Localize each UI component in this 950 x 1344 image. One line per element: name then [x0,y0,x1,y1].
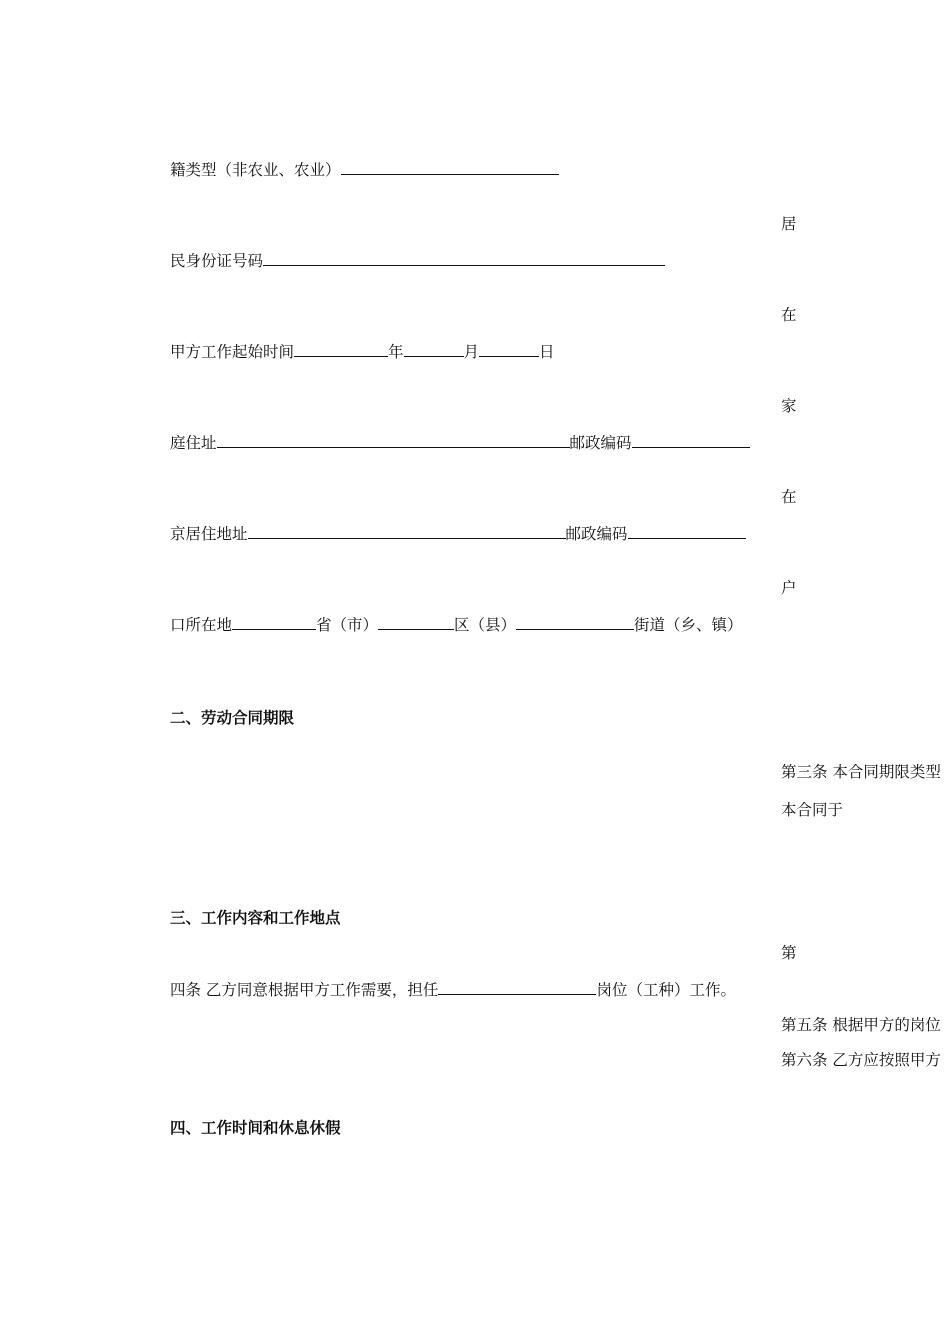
position-blank[interactable] [438,980,596,995]
beijing-postcode-blank[interactable] [628,524,746,539]
district-label: 区（县） [454,616,517,634]
district-blank[interactable] [378,615,454,630]
article-4-text: 四条 乙方同意根据甲方工作需要，担任 [170,981,439,999]
day-label: 日 [539,343,555,361]
article-4-line [170,980,736,1000]
article-3-text: 第三条 本合同期限类型 [781,763,941,781]
household-type-label: 籍类型（非农业、农业） [170,161,341,179]
beijing-postcode-label: 邮政编码 [565,525,628,543]
beijing-address-label: 京居住地址 [170,525,248,543]
home-address-line [170,433,750,453]
beijing-address-blank[interactable] [248,524,566,539]
start-day-blank[interactable] [479,342,539,357]
home-postcode-blank[interactable] [632,433,750,448]
side-char-3: 家 [781,397,797,415]
start-month-blank[interactable] [404,342,464,357]
section-4-heading: 四、工作时间和休息休假 [170,1118,341,1137]
start-year-blank[interactable] [294,342,388,357]
side-char-2: 在 [781,306,797,324]
household-type-blank[interactable] [341,160,559,175]
id-number-label: 民身份证号码 [170,252,264,270]
home-postcode-label: 邮政编码 [569,434,632,452]
home-address-blank[interactable] [217,433,570,448]
side-char-5: 户 [781,579,797,597]
month-label: 月 [463,343,480,361]
article-5-text: 第五条 根据甲方的岗位 [781,1016,941,1034]
street-label: 街道（乡、镇） [634,616,743,634]
hukou-location-line [170,615,743,635]
start-date-line [170,342,555,362]
id-number-blank[interactable] [263,251,665,266]
year-label: 年 [388,343,404,361]
section-2-heading: 二、劳动合同期限 [170,708,295,727]
article-4-suffix: 岗位（工种）工作。 [596,981,736,999]
household-type-line [170,160,559,180]
section-3-heading: 三、工作内容和工作地点 [170,908,341,927]
id-number-line [170,251,665,271]
article-6-text: 第六条 乙方应按照甲方 [781,1051,941,1069]
street-blank[interactable] [516,615,634,630]
start-date-label: 甲方工作起始时间 [170,343,295,361]
province-blank[interactable] [232,615,316,630]
hukou-location-label: 口所在地 [170,616,233,634]
contract-start-text: 本合同于 [781,801,844,819]
article-4-prefix: 第 [781,944,797,962]
home-address-label: 庭住址 [170,434,217,452]
side-char-4: 在 [781,488,797,506]
province-label: 省（市） [316,616,379,634]
side-char-1: 居 [781,215,797,233]
beijing-address-line [170,524,746,544]
